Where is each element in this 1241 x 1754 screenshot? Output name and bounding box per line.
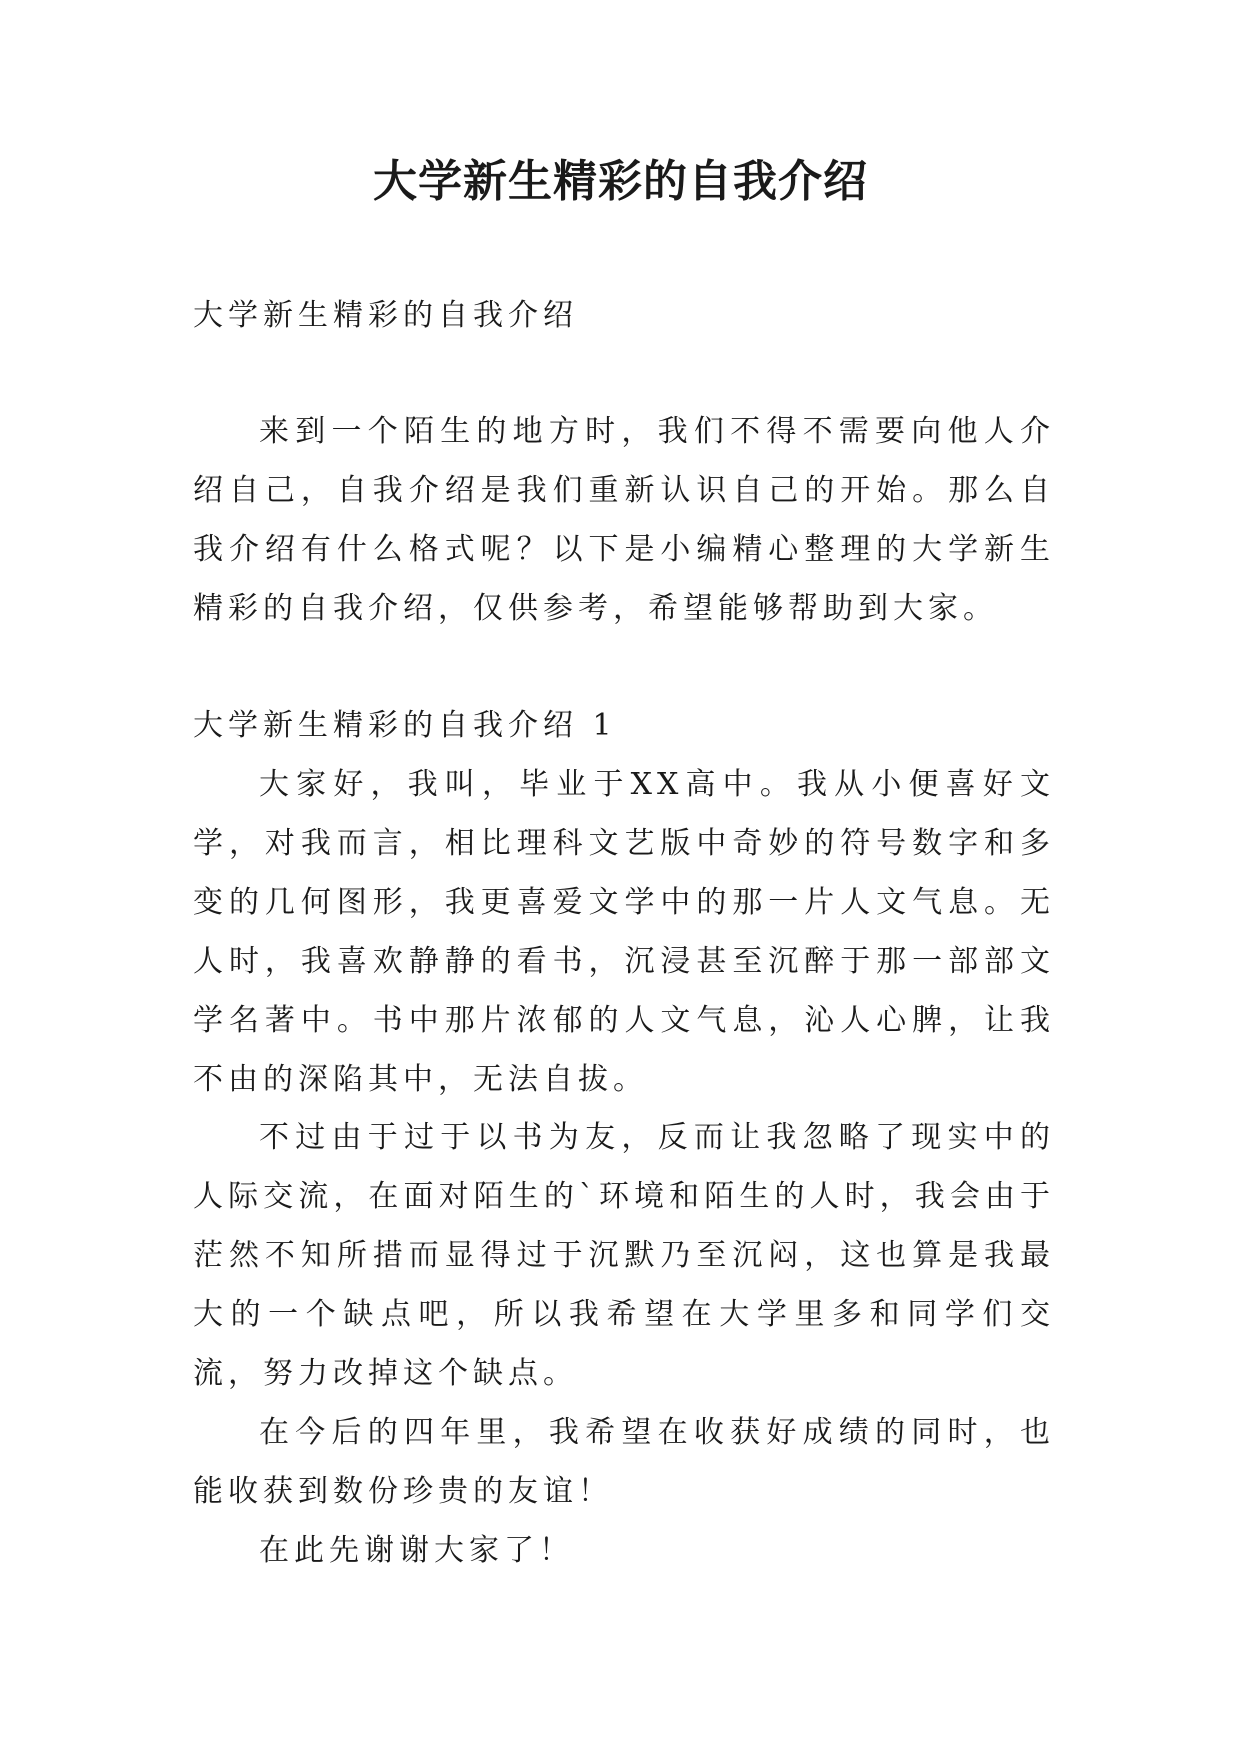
section-heading: 大学新生精彩的自我介绍 1	[193, 708, 617, 743]
closing-paragraph: 在此先谢谢大家了！	[259, 1533, 574, 1568]
intro-paragraph: 来到一个陌生的地方时，我们不得不需要向他人介绍自己，自我介绍是我们重新认识自己的开始。那么自我介绍有什么格式呢？以下是小编精心整理的大学新生精彩的自我介绍，仅供参考，希望能够帮助到大家。	[193, 414, 1055, 626]
body-paragraph: 不过由于过于以书为友，反而让我忽略了现实中的人际交流，在面对陌生的`环境和陌生的人时，我会由于茫然不知所措而显得过于沉默乃至沉闷，这也算是我最大的一个缺点吧，所以我希望在大学里多和同学们交流，努力改掉这个缺点。	[193, 1120, 1055, 1391]
page-title: 大学新生精彩的自我介绍	[373, 156, 868, 207]
body-paragraph: 在今后的四年里，我希望在收获好成绩的同时，也能收获到数份珍贵的友谊！	[193, 1415, 1055, 1509]
document-subtitle: 大学新生精彩的自我介绍	[193, 298, 578, 333]
body-paragraph: 大家好，我叫，毕业于XX高中。我从小便喜好文学，对我而言，相比理科文艺版中奇妙的符号数字和多变的几何图形，我更喜爱文学中的那一片人文气息。无人时，我喜欢静静的看书，沉浸甚至沉醉于那一部部文学名著中。书中那片浓郁的人文气息，沁人心脾，让我不由的深陷其中，无法自拔。	[193, 767, 1055, 1097]
